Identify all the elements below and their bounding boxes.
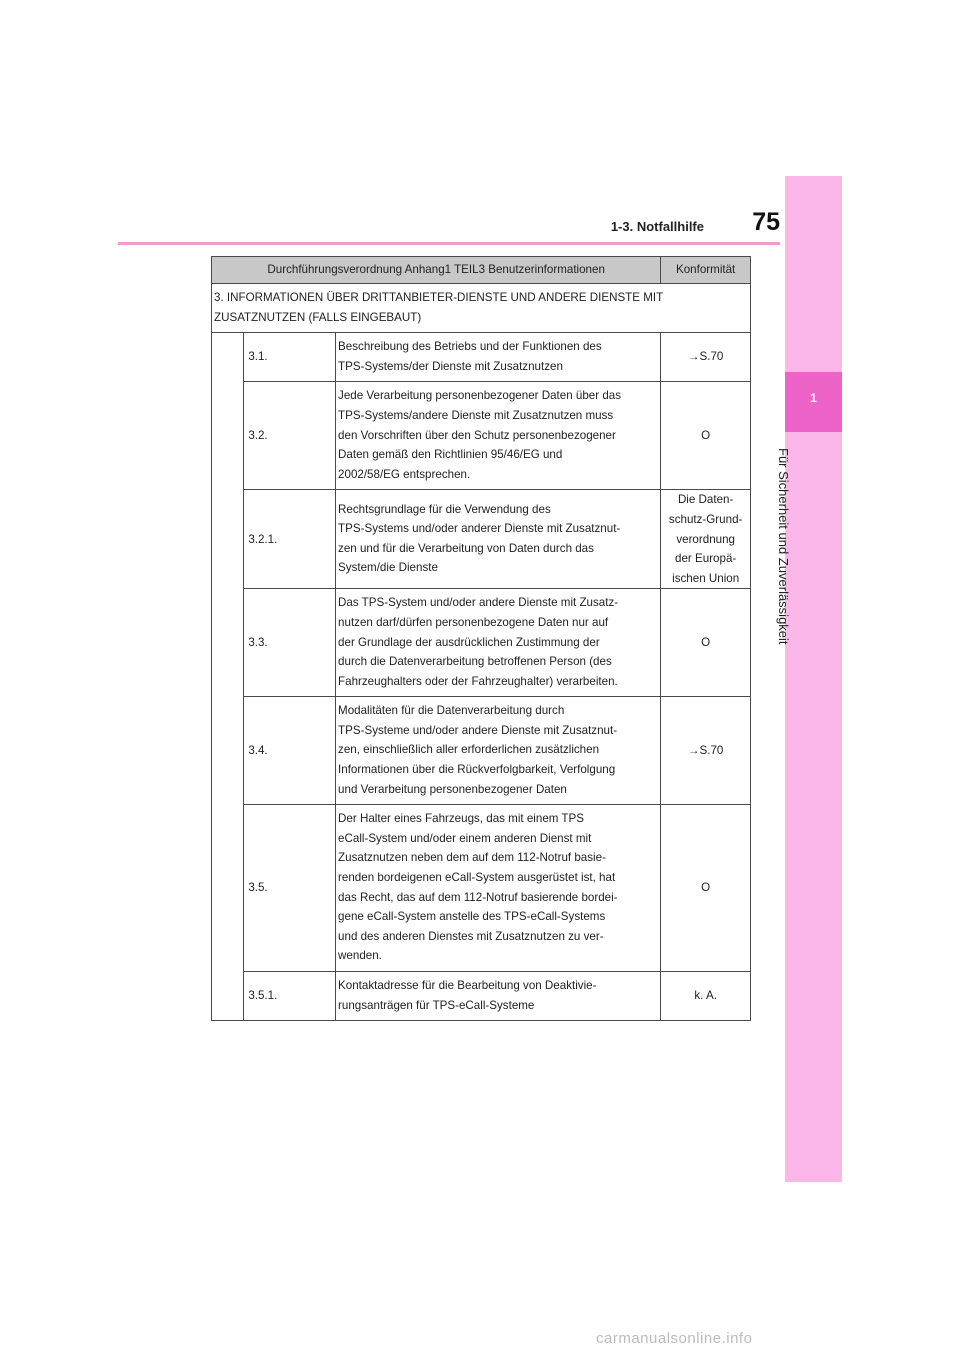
- desc-line: System/die Dienste: [338, 561, 438, 575]
- row-description: [336, 589, 661, 697]
- table-row: [212, 382, 751, 490]
- conf-line: der Europä-: [675, 552, 737, 566]
- row-conformity: →S.70: [661, 697, 751, 805]
- desc-line: gene eCall-System anstelle des TPS-eCall-Systems: [338, 910, 606, 924]
- desc-line: den Vorschriften über den Schutz personenbezogener: [338, 428, 616, 442]
- desc-line: TPS-Systeme und/oder andere Dienste mit Zusatznut-: [338, 723, 618, 737]
- row-conformity: k. A.: [661, 972, 751, 1021]
- indent-cell: [212, 333, 244, 1021]
- desc-line: Rechtsgrundlage für die Verwendung des: [338, 502, 551, 516]
- desc-line: Fahrzeughalters oder der Fahrzeughalter) verarbeiten.: [338, 674, 618, 688]
- desc-line: Modalitäten für die Datenverarbeitung durch: [338, 704, 565, 718]
- row-description: [336, 333, 661, 382]
- row-description: [336, 490, 661, 589]
- header-conformity-cell: Konformität: [661, 257, 751, 284]
- desc-line: Jede Verarbeitung personenbezogener Daten über das: [338, 389, 622, 403]
- desc-line: zen, einschließlich aller erforderlichen zusätzlichen: [338, 743, 600, 757]
- section-heading: 3. INFORMATIONEN ÜBER DRITTANBIETER-DIENSTE UND ANDERE DIENSTE MIT ZUSATZNUTZEN (FALLS EINGEBAUT): [212, 284, 751, 333]
- row-number: 3.2.: [244, 382, 336, 490]
- row-conformity: O: [661, 805, 751, 972]
- row-number: 3.2.1.: [244, 490, 336, 589]
- chapter-title: Für Sicherheit und Zuverlässigkeit: [776, 448, 791, 645]
- desc-line: Der Halter eines Fahrzeugs, das mit einem TPS: [338, 812, 584, 826]
- row-description: [336, 805, 661, 972]
- watermark-text: carmanualsonline.info: [596, 1330, 753, 1347]
- desc-line: Daten gemäß den Richtlinien 95/46/EG und: [338, 448, 563, 462]
- desc-line: Kontaktadresse für die Bearbeitung von Deaktivie-: [338, 979, 597, 992]
- table-row: [212, 972, 751, 1021]
- table-row: [212, 697, 751, 805]
- desc-line: durch die Datenverarbeitung betroffenen Person (des: [338, 655, 612, 669]
- desc-line: TPS-Systems/der Dienste mit Zusatznutzen: [338, 359, 563, 373]
- desc-line: und des anderen Dienstes mit Zusatznutzen zu ver-: [338, 929, 604, 943]
- row-number: 3.5.1.: [244, 972, 336, 1021]
- table-row: [212, 333, 751, 382]
- desc-line: Informationen über die Rückverfolgbarkeit, Verfolgung: [338, 763, 616, 777]
- table-row: [212, 805, 751, 972]
- section-heading-row: [212, 284, 751, 333]
- section-title: 1-3. Notfallhilfe: [610, 219, 704, 234]
- regulation-table: [211, 256, 751, 1021]
- row-number: 3.4.: [244, 697, 336, 805]
- desc-line: wenden.: [338, 949, 382, 963]
- desc-line: Beschreibung des Betriebs und der Funktionen des: [338, 340, 602, 354]
- desc-line: TPS-Systems und/oder anderer Dienste mit Zusatznut-: [338, 522, 621, 536]
- desc-line: das Recht, das auf dem 112-Notruf basierende bordei-: [338, 890, 618, 904]
- desc-line: zen und für die Verarbeitung von Daten durch das: [338, 541, 594, 555]
- side-tab: [785, 176, 842, 1182]
- row-conformity: [661, 490, 751, 589]
- row-number: 3.3.: [244, 589, 336, 697]
- row-conformity: O: [661, 589, 751, 697]
- desc-line: Zusatznutzen neben dem auf dem 112-Notruf basie-: [338, 851, 606, 865]
- row-number: 3.1.: [244, 333, 336, 382]
- desc-line: der Grundlage der ausdrücklichen Zustimmung der: [338, 635, 600, 649]
- row-number: 3.5.: [244, 805, 336, 972]
- row-conformity: →S.70: [661, 333, 751, 382]
- desc-line: eCall-System und/oder einem anderen Dienst mit: [338, 831, 592, 845]
- row-conformity: O: [661, 382, 751, 490]
- desc-line: und Verarbeitung personenbezogener Daten: [338, 782, 567, 796]
- desc-line: TPS-Systems/andere Dienste mit Zusatznutzen muss: [338, 408, 614, 422]
- row-description: [336, 972, 661, 1021]
- desc-line: 2002/58/EG entsprechen.: [338, 467, 471, 481]
- row-description: [336, 697, 661, 805]
- table-row: [212, 490, 751, 589]
- conf-line: Die Daten-: [677, 493, 734, 507]
- conf-line: schutz-Grund-: [668, 512, 743, 526]
- desc-line: rungsanträgen für TPS-eCall-Systeme: [338, 998, 535, 1012]
- header-rule: [118, 242, 780, 245]
- table-header-row: [212, 257, 751, 284]
- desc-line: renden bordeigenen eCall-System ausgerüstet ist, hat: [338, 871, 616, 885]
- chapter-number: 1: [810, 391, 817, 405]
- table-row: [212, 589, 751, 697]
- conf-line: verordnung: [676, 532, 735, 546]
- desc-line: nutzen darf/dürfen personenbezogene Daten nur auf: [338, 615, 609, 629]
- row-description: [336, 382, 661, 490]
- conf-line: ischen Union: [672, 571, 740, 585]
- header-main-cell: Durchführungsverordnung Anhang1 TEIL3 Benutzerinformationen: [212, 257, 661, 284]
- page-number: 75: [752, 208, 780, 236]
- desc-line: Das TPS-System und/oder andere Dienste mit Zusatz-: [338, 596, 619, 610]
